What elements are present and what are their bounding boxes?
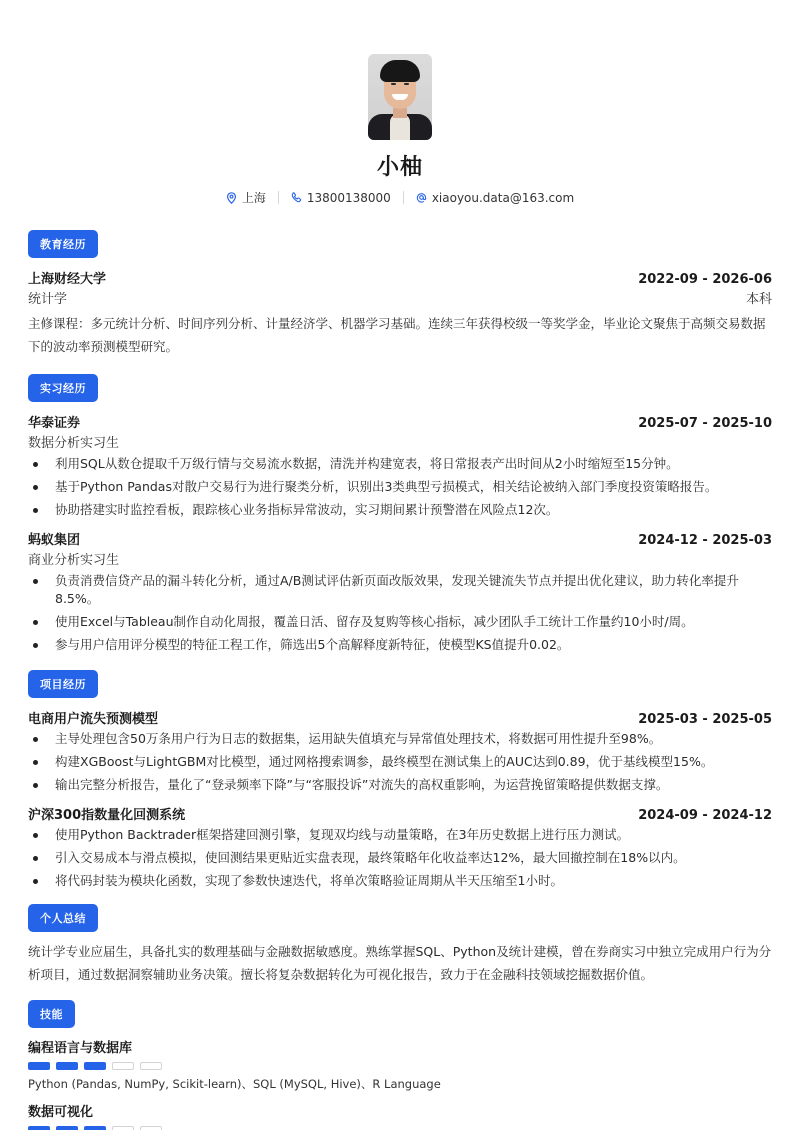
- bullet-item: 引入交易成本与滑点模拟，使回测结果更贴近实盘表现，最终策略年化收益率达12%，最大回撤控制在18%以内。: [28, 849, 772, 867]
- project-name: 沪深300指数量化回测系统: [28, 808, 186, 823]
- divider: [278, 191, 279, 204]
- education-date: 2022-09 - 2026-06: [638, 272, 772, 287]
- skill-level-segment-empty: [112, 1126, 134, 1130]
- contact-email: [416, 191, 574, 205]
- section-badge-projects: 项目经历: [28, 670, 98, 698]
- skill-level-segment-empty: [140, 1126, 162, 1130]
- internship-entry: [28, 529, 772, 654]
- project-entry: [28, 708, 772, 794]
- profile-photo: [368, 54, 432, 140]
- bullet-item: 将代码封装为模块化函数，实现了参数快速迭代，将单次策略验证周期从半天压缩至1小时。: [28, 872, 772, 890]
- skill-description: Python (Pandas, NumPy, Scikit-learn)、SQL (MySQL, Hive)、R Language: [28, 1077, 441, 1091]
- email-text[interactable]: xiaoyou.data@163.com: [431, 190, 575, 205]
- bullet-item: 负责消费信贷产品的漏斗转化分析，通过A/B测试评估新页面改版效果，发现关键流失节点并提出优化建议，助力转化率提升8.5%。: [28, 572, 772, 608]
- divider: [403, 191, 404, 204]
- bullet-item: 构建XGBoost与LightGBM对比模型，通过网格搜索调参，最终模型在测试集上的AUC达到0.89，优于基线模型15%。: [28, 753, 772, 771]
- bullet-item: 使用Python Backtrader框架搭建回测引擎，复现双均线与动量策略，在3年历史数据上进行压力测试。: [28, 826, 772, 844]
- skill-level-bar: [28, 1062, 772, 1070]
- email-at-icon: [416, 192, 427, 203]
- skill-level-segment-filled: [28, 1062, 50, 1070]
- phone-icon: [291, 192, 302, 203]
- skill-name: 数据可视化: [28, 1105, 94, 1120]
- section-badge-skills: 技能: [28, 1000, 75, 1028]
- bullet-item: 主导处理包含50万条用户行为日志的数据集，运用缺失值填充与异常值处理技术，将数据可用性提升至98%。: [28, 730, 772, 748]
- project-entry: [28, 804, 772, 890]
- school-name: 上海财经大学: [28, 272, 107, 287]
- company-name: 华泰证券: [28, 416, 81, 431]
- role: 数据分析实习生: [28, 436, 120, 451]
- skill-level-segment-filled: [84, 1062, 106, 1070]
- skill-name: 编程语言与数据库: [28, 1041, 133, 1056]
- candidate-name: 小柚: [376, 155, 423, 180]
- contact-location: [226, 189, 266, 206]
- resume-header: [28, 0, 772, 206]
- projects-section: [28, 670, 772, 890]
- summary-section: [28, 904, 772, 986]
- contact-info: [226, 189, 574, 206]
- skill-level-segment-filled: [28, 1126, 50, 1130]
- internship-section: [28, 374, 772, 654]
- section-badge-education: 教育经历: [28, 230, 98, 258]
- project-date: 2024-09 - 2024-12: [638, 808, 772, 823]
- skill-level-segment-filled: [56, 1126, 78, 1130]
- contact-phone: [291, 191, 391, 205]
- section-badge-summary: 个人总结: [28, 904, 98, 932]
- skill-level-segment-filled: [56, 1062, 78, 1070]
- internship-entry: [28, 412, 772, 519]
- company-name: 蚂蚁集团: [28, 533, 81, 548]
- location-text: 上海: [241, 191, 266, 205]
- skill-item: [28, 1101, 772, 1130]
- skill-level-segment-empty: [140, 1062, 162, 1070]
- bullet-item: 协助搭建实时监控看板，跟踪核心业务指标异常波动，实习期间累计预警潜在风险点12次。: [28, 501, 772, 519]
- section-badge-internship: 实习经历: [28, 374, 98, 402]
- phone-text[interactable]: 13800138000: [306, 190, 391, 205]
- role: 商业分析实习生: [28, 553, 120, 568]
- internship-date: 2025-07 - 2025-10: [638, 416, 772, 431]
- location-pin-icon: [226, 192, 237, 204]
- degree: 本科: [745, 292, 772, 307]
- project-name: 电商用户流失预测模型: [28, 712, 159, 727]
- bullet-item: 输出完整分析报告，量化了“登录频率下降”与“客服投诉”对流失的高权重影响，为运营挽留策略提供数据支撑。: [28, 776, 772, 794]
- education-description: 主修课程：多元统计分析、时间序列分析、计量经济学、机器学习基础。连续三年获得校级一等奖学金，毕业论文聚焦于高频交易数据下的波动率预测模型研究。: [28, 316, 766, 354]
- skill-item: [28, 1037, 772, 1092]
- summary-text: 统计学专业应届生，具备扎实的数理基础与金融数据敏感度。熟练掌握SQL、Python及统计建模，曾在券商实习中独立完成用户行为分析项目，通过数据洞察辅助业务决策。擅长将复杂数据转化为可视化报告，致力于在金融科技领域挖掘数据价值。: [28, 944, 772, 982]
- skills-section: [28, 1000, 772, 1130]
- bullet-item: 使用Excel与Tableau制作自动化周报，覆盖日活、留存及复购等核心指标，减少团队手工统计工作量约10小时/周。: [28, 613, 772, 631]
- major: 统计学: [28, 292, 68, 307]
- skill-level-segment-filled: [84, 1126, 106, 1130]
- bullet-item: 基于Python Pandas对散户交易行为进行聚类分析，识别出3类典型亏损模式，相关结论被纳入部门季度投资策略报告。: [28, 478, 772, 496]
- skill-level-segment-empty: [112, 1062, 134, 1070]
- bullet-item: 参与用户信用评分模型的特征工程工作，筛选出5个高解释度新特征，使模型KS值提升0.02。: [28, 636, 772, 654]
- education-section: [28, 230, 772, 358]
- education-entry: [28, 268, 772, 358]
- skill-level-bar: [28, 1126, 772, 1130]
- bullet-item: 利用SQL从数仓提取千万级行情与交易流水数据，清洗并构建宽表，将日常报表产出时间从2小时缩短至15分钟。: [28, 455, 772, 473]
- project-date: 2025-03 - 2025-05: [638, 712, 772, 727]
- internship-date: 2024-12 - 2025-03: [638, 533, 772, 548]
